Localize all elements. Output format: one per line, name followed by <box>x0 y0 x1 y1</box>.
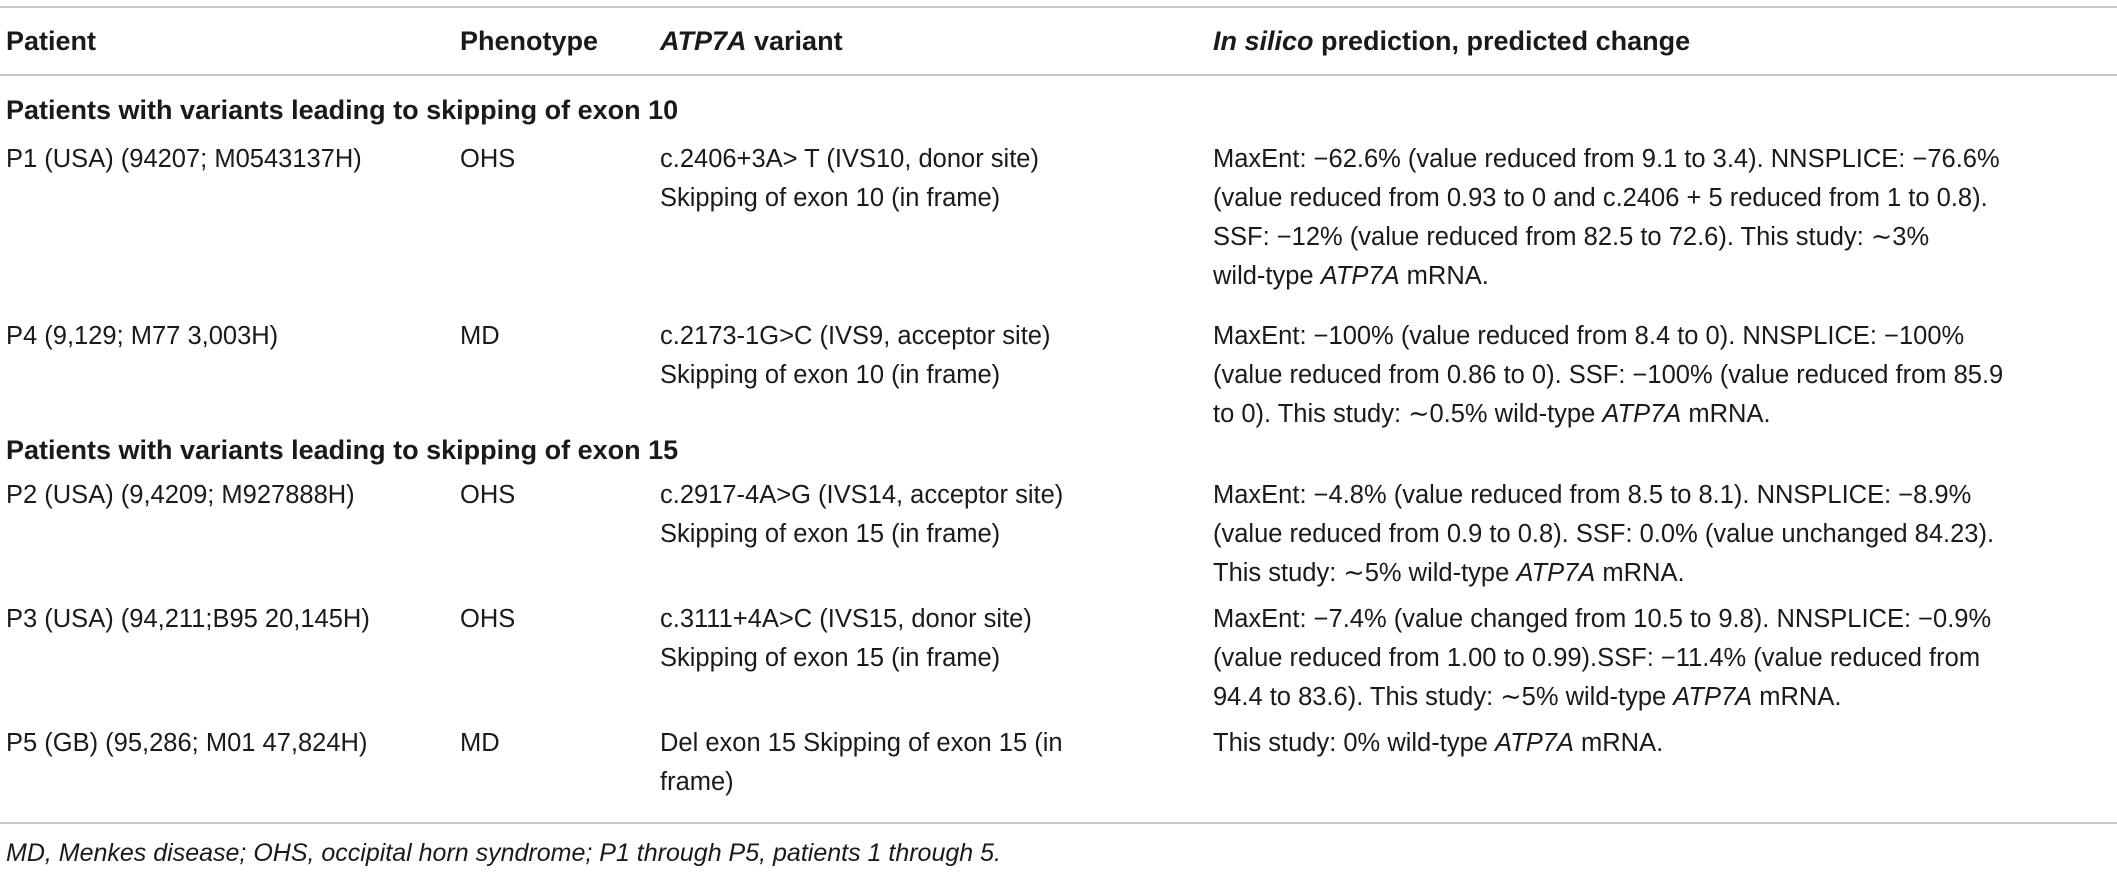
prediction-line <box>1213 356 2003 395</box>
variant-line: c.2406+3A> T (IVS10, donor site) <box>660 145 1039 173</box>
prediction-text: SSF: −12% (value reduced from 82.5 to 72.6). This study: ∼3% <box>1213 223 1930 251</box>
header-phenotype: Phenotype <box>460 26 599 56</box>
header-prediction-insilico: In silico <box>1213 26 1314 56</box>
header-variant-label: variant <box>746 26 843 56</box>
prediction-line <box>1213 515 1994 554</box>
gene-name: ATP7A <box>1602 400 1682 428</box>
cell-variant <box>660 724 1063 802</box>
prediction-text: mRNA. <box>1573 729 1664 757</box>
prediction-text: (value reduced from 0.86 to 0). SSF: −100% (value reduced from 85.9 <box>1213 361 2004 389</box>
prediction-line <box>1213 140 2000 179</box>
cell-variant <box>660 476 1063 554</box>
header-prediction-label: prediction, predicted change <box>1313 26 1691 56</box>
table-footnote: MD, Menkes disease; OHS, occipital horn syndrome; P1 through P5, patients 1 through 5. <box>6 839 1001 867</box>
prediction-line <box>1213 179 2000 218</box>
prediction-text: (value reduced from 0.93 to 0 and c.2406 + 5 reduced from 1 to 0.8). <box>1213 184 1988 212</box>
bottom-rule <box>0 822 2117 824</box>
gene-name: ATP7A <box>1320 262 1400 290</box>
cell-patient: P2 (USA) (9,4209; M927888H) <box>6 481 355 509</box>
prediction-text: (value reduced from 0.9 to 0.8). SSF: 0.0% (value unchanged 84.23). <box>1213 520 1995 548</box>
prediction-text: This study: ∼5% wild-type <box>1213 559 1517 587</box>
variant-line: Del exon 15 Skipping of exon 15 (in <box>660 729 1063 757</box>
gene-name: ATP7A <box>1673 683 1753 711</box>
cell-prediction <box>1213 140 2000 296</box>
prediction-text: MaxEnt: −7.4% (value changed from 10.5 to 9.8). NNSPLICE: −0.9% <box>1213 605 1992 633</box>
variant-line: Skipping of exon 15 (in frame) <box>660 520 1001 548</box>
prediction-line <box>1213 218 2000 257</box>
prediction-line <box>1213 554 1994 593</box>
variant-line: frame) <box>660 768 734 796</box>
prediction-text: mRNA. <box>1752 683 1842 711</box>
prediction-line <box>1213 395 2003 434</box>
prediction-text: MaxEnt: −4.8% (value reduced from 8.5 to 8.1). NNSPLICE: −8.9% <box>1213 481 1972 509</box>
cell-phenotype: OHS <box>460 145 516 173</box>
variant-line: Skipping of exon 10 (in frame) <box>660 361 1001 389</box>
header-rule <box>0 74 2117 76</box>
cell-phenotype: OHS <box>460 481 516 509</box>
variant-line: c.2173-1G>C (IVS9, acceptor site) <box>660 322 1051 350</box>
variant-line: Skipping of exon 10 (in frame) <box>660 184 1001 212</box>
prediction-text: This study: 0% wild-type <box>1213 729 1496 757</box>
prediction-line <box>1213 678 1991 717</box>
cell-prediction <box>1213 724 1663 763</box>
prediction-line <box>1213 257 2000 296</box>
variant-line: Skipping of exon 15 (in frame) <box>660 644 1001 672</box>
cell-prediction <box>1213 317 2003 434</box>
cell-phenotype: MD <box>460 322 500 350</box>
gene-name: ATP7A <box>1516 559 1596 587</box>
cell-prediction <box>1213 600 1991 717</box>
section-heading: Patients with variants leading to skipping of exon 15 <box>6 435 679 465</box>
prediction-text: mRNA. <box>1399 262 1489 290</box>
prediction-line <box>1213 317 2003 356</box>
cell-variant <box>660 140 1039 218</box>
prediction-text: MaxEnt: −100% (value reduced from 8.4 to 0). NNSPLICE: −100% <box>1213 322 1965 350</box>
cell-variant <box>660 600 1032 678</box>
prediction-text: (value reduced from 1.00 to 0.99).SSF: −11.4% (value reduced from <box>1213 644 1981 672</box>
prediction-text: mRNA. <box>1595 559 1685 587</box>
header-variant-gene: ATP7A <box>660 26 747 56</box>
cell-patient: P3 (USA) (94,211;B95 20,145H) <box>6 605 370 633</box>
cell-patient: P4 (9,129; M77 3,003H) <box>6 322 279 350</box>
header-variant <box>660 26 843 56</box>
prediction-line <box>1213 476 1994 515</box>
variant-line: c.2917-4A>G (IVS14, acceptor site) <box>660 481 1064 509</box>
prediction-text: mRNA. <box>1681 400 1771 428</box>
gene-name: ATP7A <box>1495 729 1574 757</box>
cell-prediction <box>1213 476 1994 593</box>
section-heading: Patients with variants leading to skipping of exon 10 <box>6 95 679 125</box>
cell-patient: P1 (USA) (94207; M0543137H) <box>6 145 362 173</box>
prediction-line <box>1213 600 1991 639</box>
cell-variant <box>660 317 1050 395</box>
top-rule <box>0 6 2117 8</box>
variant-line: c.3111+4A>C (IVS15, donor site) <box>660 605 1032 633</box>
prediction-text: to 0). This study: ∼0.5% wild-type <box>1213 400 1603 428</box>
prediction-line <box>1213 639 1991 678</box>
header-patient: Patient <box>6 26 97 56</box>
prediction-text: 94.4 to 83.6). This study: ∼5% wild-type <box>1213 683 1674 711</box>
cell-phenotype: OHS <box>460 605 516 633</box>
prediction-text: MaxEnt: −62.6% (value reduced from 9.1 to 3.4). NNSPLICE: −76.6% <box>1213 145 2000 173</box>
prediction-line <box>1213 724 1663 763</box>
cell-patient: P5 (GB) (95,286; M01 47,824H) <box>6 729 368 757</box>
prediction-text: wild-type <box>1213 262 1321 290</box>
cell-phenotype: MD <box>460 729 500 757</box>
header-prediction <box>1213 26 1690 56</box>
